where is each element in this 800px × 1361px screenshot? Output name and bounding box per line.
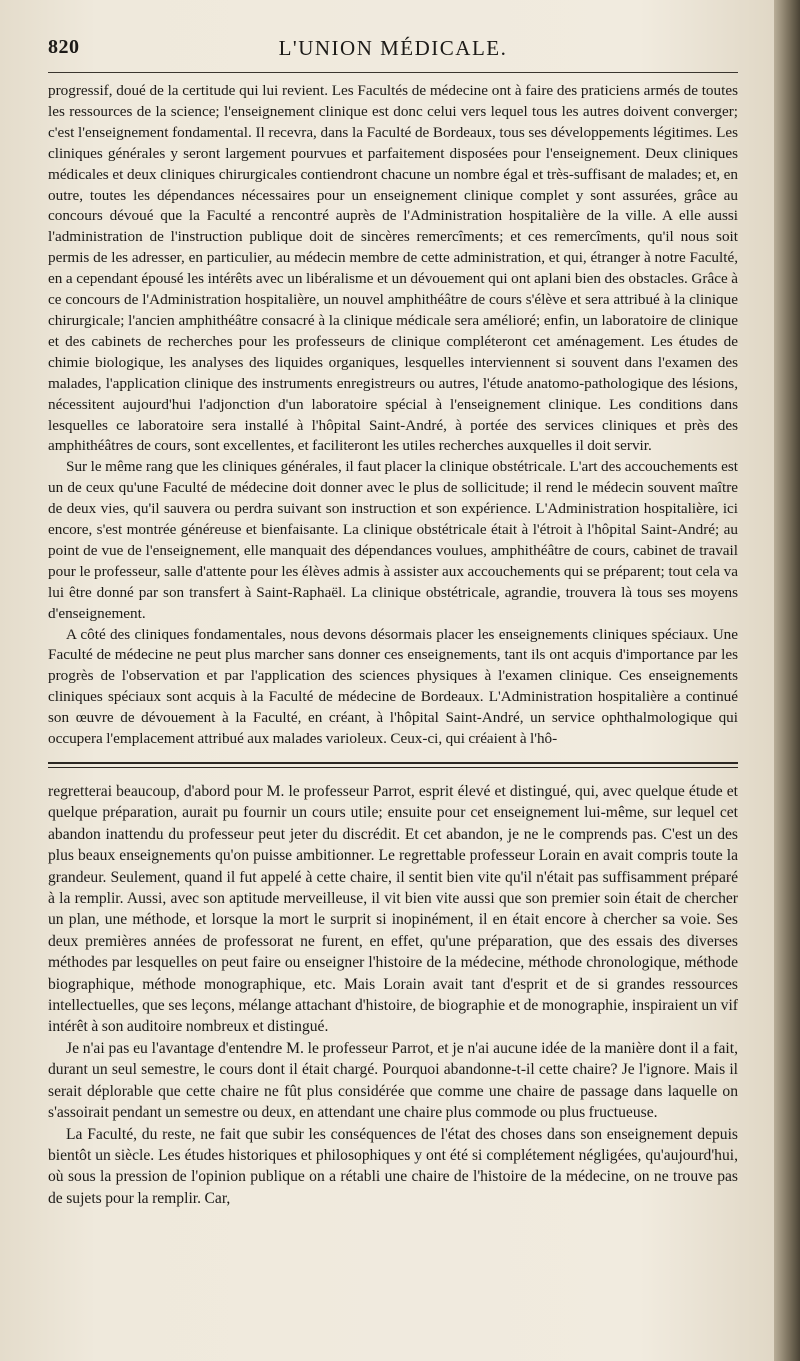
paragraph: Sur le même rang que les cliniques générales, il faut placer la clinique obstétricale. L'art des accouchements est un de ceux qu'une Faculté de médecine doit donner avec le plus de sollicitude; il rend le médecin souvent maître de deux vies, qu'il sauvera ou perdra suivant son instruction et son expérience. L'Administration hospitalière, ici encore, s'est montrée généreuse et bienfaisante. La clinique obstétricale était à l'étroit à l'hôpital Saint-André; au point de vue de l'enseignement, elle manquait des dépendances voulues, amphithéâtre de cours, cabinet de travail pour le professeur, salle d'attente pour les élèves admis à assister aux accouchements qui se préparent; tout cela va lui être donné par son transfert à Saint-Raphaël. La clinique obstétricale, agrandie, trouvera là tous ses moyens d'enseignement. xyxy=(48,458,738,622)
paragraph: progressif, doué de la certitude qui lui revient. Les Facultés de médecine ont à faire des praticiens armés de toutes les ressources de la science; l'enseignement clinique est donc celui vers lequel tous les autres doivent converger; c'est l'enseignement fondamental. Il recevra, dans la Faculté de Bordeaux, tous ses développements légitimes. Les cliniques générales y seront largement pourvues et parfaitement disposées pour l'enseignement. Deux cliniques médicales et deux cliniques chirurgicales contiendront chacune un nombre égal et très-suffisant de malades; et, en outre, toutes les dépendances nécessaires pour un enseignement clinique complet y sont assurées, grâce au concours dévoué que la Faculté a rencontré auprès de l'Administration hospitalière de la ville. A elle aussi l'administration de l'instruction publique doit de sincères remercîments; et ces remercîments, qu'il nous soit permis de les adresser, en particulier, au médecin membre de cette administration, et qui, étranger à notre Faculté, en a cependant épousé les intérêts avec un libéralisme et un dévouement qui ont aplani bien des obstacles. Grâce à ce concours de l'Administration hospitalière, un nouvel amphithéâtre de cours s'élève et sera attribué à la clinique chirurgicale; l'ancien amphithéâtre consacré à la clinique médicale sera amélioré; enfin, un laboratoire de clinique et des cabinets de recherches pour les professeurs de clinique compléteront cet aménagement. Les études de chimie biologique, les analyses des liquides organiques, lesquelles interviennent si souvent dans l'examen des malades, l'application clinique des instruments enregistreurs ou autres, l'étude anatomo-pathologique des lésions, nécessitent aujourd'hui l'adjonction d'un laboratoire spécial à l'enseignement clinique. Les conditions dans lesquelles ce laboratoire sera installé à l'hôpital Saint-André, à portée des services cliniques et près des amphithéâtres de cours, sont excellentes, et faciliteront les utiles recherches auxquelles il doit servir. xyxy=(48,82,738,455)
paragraph: Je n'ai pas eu l'avantage d'entendre M. le professeur Parrot, et je n'ai aucune idée de la manière dont il a fait, durant un seul semestre, le cours dont il était chargé. Pourquoi abandonne-t-il cette chaire? Je l'ignore. Mais il serait déplorable que cette chaire ne fût plus considérée que comme une chaire de passage dans laquelle on s'assoirait pendant un semestre ou deux, en attendant une chaire plus commode ou plus fructueuse. xyxy=(48,1039,738,1122)
page-number: 820 xyxy=(48,36,80,58)
running-title: L'UNION MÉDICALE. xyxy=(278,36,508,60)
section-divider xyxy=(48,762,738,768)
upper-article xyxy=(48,81,738,750)
paragraph: A côté des cliniques fondamentales, nous devons désormais placer les enseignements cliniques spéciaux. Une Faculté de médecine ne peut plus marcher sans donner ces enseignements, tant ils ont acquis d'importance par les progrès de l'observation et par l'application des sciences physiques à l'examen clinique. Ces enseignements cliniques spéciaux sont acquis à la Faculté de médecine de Bordeaux. L'Administration hospitalière a continué son œuvre de dévouement à la Faculté, en créant, à l'hôpital Saint-André, un service ophthalmologique qui occupera l'emplacement attribué aux malades varioleux. Ceux-ci, qui créaient à l'hô- xyxy=(48,625,738,748)
book-spine-shadow xyxy=(774,0,800,1361)
header-rule xyxy=(48,72,738,73)
page-header xyxy=(48,36,738,66)
paragraph: La Faculté, du reste, ne fait que subir les conséquences de l'état des choses dans son enseignement depuis bientôt un siècle. Les études historiques et philosophiques y ont été si complétement négligées, qu'aujourd'hui, où sous la pression de l'opinion publique on a rétabli une chaire de l'histoire de la médecine, on ne trouve pas de sujets pour la remplir. Car, xyxy=(48,1125,738,1207)
lower-article xyxy=(48,781,738,1209)
paragraph: regretterai beaucoup, d'abord pour M. le professeur Parrot, esprit élevé et distingué, qui, avec quelque étude et quelque préparation, aurait pu fournir un cours utile; ensuite pour cet enseignement lui-même, sur lequel cet abandon inattendu du professeur peut jeter du discrédit. Et cet abandon, je ne le comprends pas. C'est un des plus beaux enseignements qu'on puisse ambitionner. Le regrettable professeur Lorain en avait compris toute la grandeur. Seulement, quand il fut appelé à cette chaire, il sentit bien vite qu'il n'était pas suffisamment préparé à la remplir. Aussi, avec son aptitude merveilleuse, il vit bien vite aussi que son premier soin était de chercher un plan, une méthode, et lorsque la mort le surprit si inopinément, il en était encore à chercher sa voie. Ses deux premières années de professorat ne furent, en effet, qu'une préparation, que des essais des diverses méthodes par lesquelles on peut faire ou enseigner l'histoire de la médecine, méthode chronologique, méthode biographique, méthode monographique, etc. Mais Lorain avait tant d'esprit et de si grandes ressources intellectuelles, que ses leçons, mélange attachant d'histoire, de biographie et de monographie, inspiraient un vif intérêt à son auditoire nombreux et distingué. xyxy=(48,783,738,1036)
